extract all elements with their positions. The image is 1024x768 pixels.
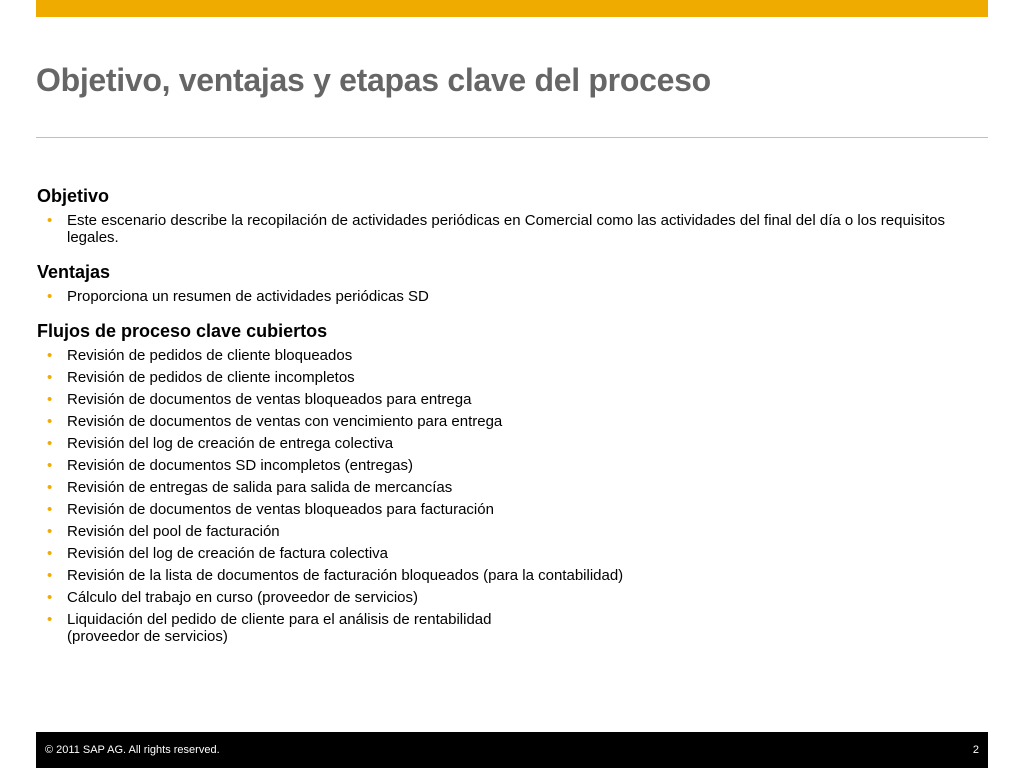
bullet-icon: •: [47, 413, 53, 430]
list-item: [37, 501, 989, 518]
bullet-icon: •: [47, 589, 53, 606]
page-title: Objetivo, ventajas y etapas clave del proceso: [36, 62, 711, 98]
bullet-icon: •: [47, 567, 53, 584]
list-item-text: Revisión del log de creación de factura colectiva: [67, 545, 389, 562]
list-item-text: Liquidación del pedido de cliente para el análisis de rentabilidad: [67, 611, 492, 628]
list-item: [37, 479, 989, 496]
list-item: [37, 212, 989, 246]
section-heading: Ventajas: [37, 262, 111, 282]
bullet-icon: •: [47, 435, 53, 452]
list-item-text: Este escenario describe la recopilación de actividades periódicas en Comercial como las actividades del final del día o los requisitos legales.: [67, 212, 945, 246]
title-divider: [36, 137, 988, 138]
list-item: [37, 435, 989, 452]
list-item-text: Revisión del pool de facturación: [67, 523, 280, 540]
section-heading: Flujos de proceso clave cubiertos: [37, 321, 328, 341]
list-item-text: Revisión de la lista de documentos de facturación bloqueados (para la contabilidad): [67, 567, 624, 584]
copyright-text: © 2011 SAP AG. All rights reserved.: [45, 744, 220, 756]
list-item: [37, 589, 989, 606]
list-item-text: Revisión de documentos de ventas con vencimiento para entrega: [67, 413, 503, 430]
list-item-text-continuation: (proveedor de servicios): [67, 628, 228, 645]
bullet-icon: •: [47, 347, 53, 364]
top-accent-bar: [36, 0, 988, 17]
list-item-text: Revisión de documentos de ventas bloqueados para facturación: [67, 501, 494, 518]
bullet-icon: •: [47, 457, 53, 474]
list-item: [37, 347, 989, 364]
bullet-icon: •: [47, 545, 53, 562]
list-item-text: Proporciona un resumen de actividades periódicas SD: [67, 288, 429, 305]
list-item: [37, 288, 989, 305]
list-item: [37, 391, 989, 408]
list-item-text: Revisión de pedidos de cliente incompletos: [67, 369, 355, 386]
bullet-icon: •: [47, 479, 53, 496]
list-item: [37, 369, 989, 386]
bullet-icon: •: [47, 369, 53, 386]
bullet-list: [37, 288, 989, 305]
section-ventajas: [37, 261, 989, 305]
list-item-text: Revisión del log de creación de entrega colectiva: [67, 435, 394, 452]
section-heading: Objetivo: [37, 186, 110, 206]
section-flujos-de-proceso: [37, 320, 989, 645]
list-item: [37, 457, 989, 474]
footer-bar: [36, 732, 988, 768]
list-item: [37, 413, 989, 430]
bullet-list: [37, 212, 989, 246]
list-item: [37, 567, 989, 584]
list-item-text: Cálculo del trabajo en curso (proveedor de servicios): [67, 589, 419, 606]
list-item: [37, 523, 989, 540]
bullet-icon: •: [47, 611, 53, 628]
bullet-icon: •: [47, 523, 53, 540]
list-item: [37, 545, 989, 562]
bullet-icon: •: [47, 288, 53, 305]
list-item-text: Revisión de pedidos de cliente bloqueados: [67, 347, 353, 364]
bullet-icon: •: [47, 501, 53, 518]
bullet-icon: •: [47, 391, 53, 408]
list-item-text: Revisión de documentos de ventas bloqueados para entrega: [67, 391, 472, 408]
slide-content: [37, 185, 989, 645]
page-number: 2: [972, 744, 979, 756]
list-item-text: Revisión de documentos SD incompletos (entregas): [67, 457, 414, 474]
bullet-list: [37, 347, 989, 645]
list-item-text: Revisión de entregas de salida para salida de mercancías: [67, 479, 453, 496]
bullet-icon: •: [47, 212, 53, 229]
section-objetivo: [37, 185, 989, 246]
list-item: [37, 611, 989, 645]
